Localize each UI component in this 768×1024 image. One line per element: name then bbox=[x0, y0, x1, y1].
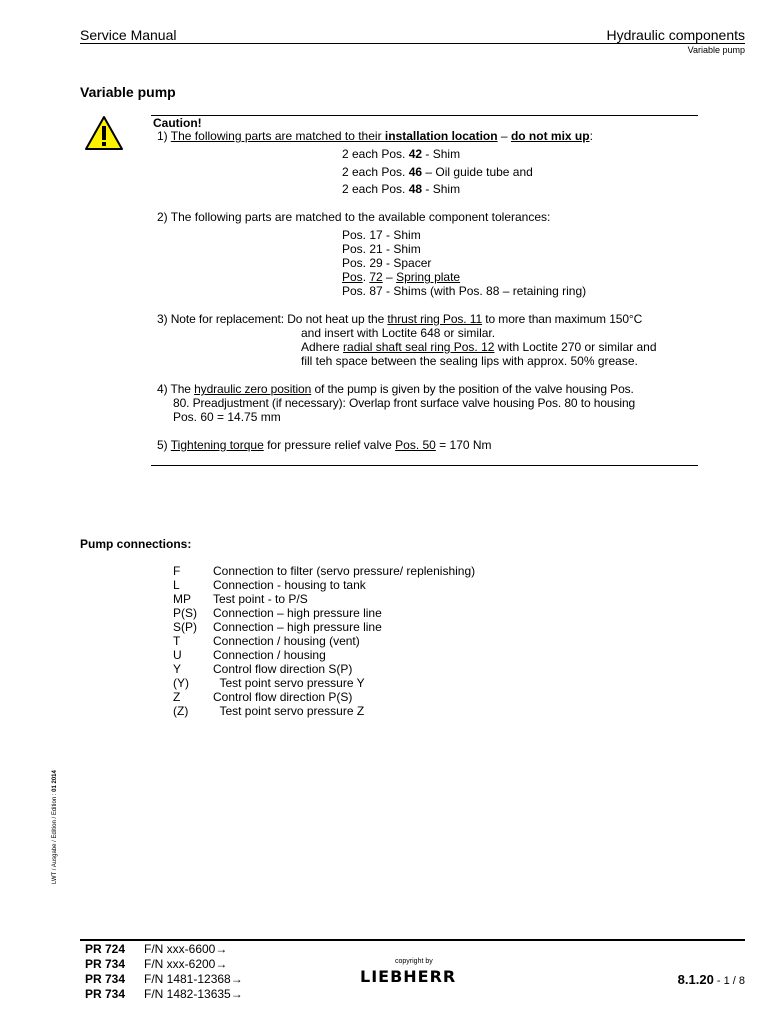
caution-item-3: 3) Note for replacement: Do not heat up the thrust ring Pos. 11 to more than maximum 150°C bbox=[157, 312, 643, 326]
caution-item-2-line: Pos. 17 - Shim bbox=[342, 228, 421, 242]
caution-item-2-line: Pos. 29 - Spacer bbox=[342, 256, 432, 270]
caution-item-3-line: fill teh space between the sealing lips with approx. 50% grease. bbox=[301, 354, 638, 368]
copyright-text: copyright by bbox=[395, 958, 433, 965]
page-title: Variable pump bbox=[80, 84, 176, 100]
caution-top-divider bbox=[151, 115, 698, 116]
connections-title: Pump connections: bbox=[80, 537, 192, 551]
caution-item-1-line: 2 each Pos. 42 - Shim bbox=[342, 147, 461, 161]
caution-bottom-divider bbox=[151, 465, 698, 466]
caution-label: Caution! bbox=[153, 116, 202, 130]
liebherr-logo: LIEBHERR bbox=[360, 967, 457, 986]
header-sub: Variable pump bbox=[687, 45, 745, 55]
caution-item-4: 4) The hydraulic zero position of the pump is given by the position of the valve housing Pos. bbox=[157, 382, 634, 396]
header-left: Service Manual bbox=[80, 27, 177, 43]
caution-item-3-line: Adhere radial shaft seal ring Pos. 12 with Loctite 270 or similar and bbox=[301, 340, 657, 354]
caution-item-2-line: Pos. 21 - Shim bbox=[342, 242, 421, 256]
footer-divider bbox=[80, 939, 745, 941]
caution-item-1: 1) The following parts are matched to their installation location – do not mix up: bbox=[157, 129, 593, 143]
caution-item-3-line: and insert with Loctite 648 or similar. bbox=[301, 326, 496, 340]
caution-item-2-line: Pos. 87 - Shims (with Pos. 88 – retaining ring) bbox=[342, 284, 587, 298]
caution-item-4-line: Pos. 60 = 14.75 mm bbox=[173, 410, 281, 424]
header-divider bbox=[80, 43, 745, 44]
warning-triangle-icon bbox=[84, 115, 124, 151]
page-number: 8.1.20 - 1 / 8 bbox=[677, 972, 745, 987]
caution-item-1-line: 2 each Pos. 48 - Shim bbox=[342, 182, 461, 196]
caution-item-2: 2) The following parts are matched to the available component tolerances: bbox=[157, 210, 551, 224]
header-right: Hydraulic components bbox=[606, 27, 745, 43]
edition-side-text: LWT / Ausgabe / Edition / Edition : 01 2014 bbox=[52, 770, 58, 884]
caution-item-4-line: 80. Preadjustment (if necessary): Overlap front surface valve housing Pos. 80 to housing bbox=[173, 396, 636, 410]
caution-item-1-line: 2 each Pos. 46 – Oil guide tube and bbox=[342, 165, 533, 179]
caution-item-2-line: Pos. 72 – Spring plate bbox=[342, 270, 461, 284]
caution-item-5: 5) Tightening torque for pressure relief valve Pos. 50 = 170 Nm bbox=[157, 438, 492, 452]
